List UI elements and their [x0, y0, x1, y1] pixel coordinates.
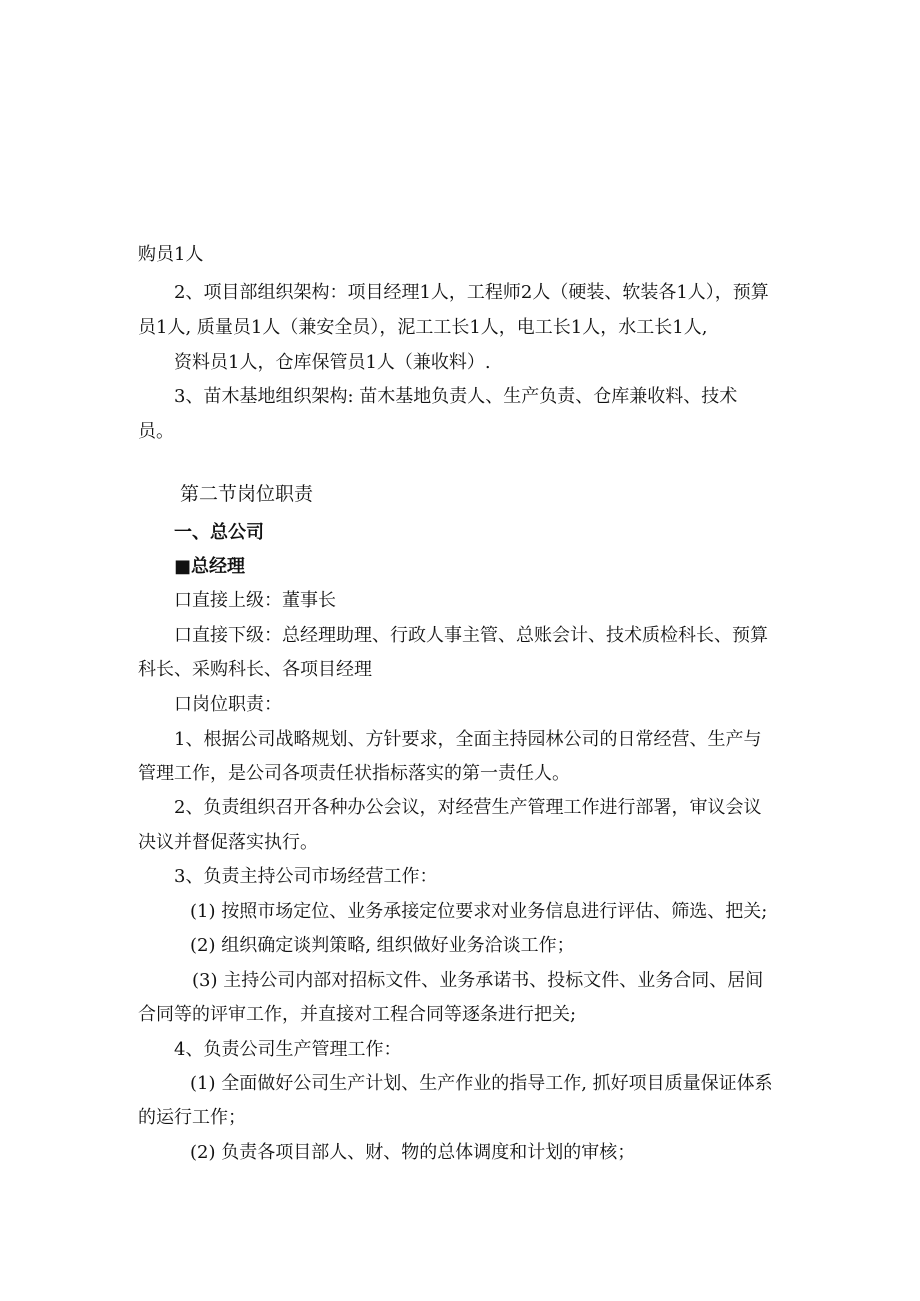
- role-heading: ■总经理: [174, 556, 246, 577]
- text-line: 科长、采购科长、各项目经理: [138, 659, 372, 680]
- text-line: 购员1人: [138, 244, 204, 265]
- text-line: 2、负责组织召开各种办公会议，对经营生产管理工作进行部署，审议会议: [174, 797, 762, 818]
- text-line: 管理工作，是公司各项责任状指标落实的第一责任人。: [138, 763, 570, 784]
- text-line: 2、项目部组织架构：项目经理1人，工程师2人（硬装、软装各1人），预算: [174, 282, 769, 303]
- text-line: 1、根据公司战略规划、方针要求，全面主持园林公司的日常经营、生产与: [174, 729, 762, 750]
- text-line: (3) 主持公司内部对招标文件、业务承诺书、投标文件、业务合同、居间: [192, 970, 764, 991]
- text-line: (1) 按照市场定位、业务承接定位要求对业务信息进行评估、筛选、把关;: [190, 901, 768, 922]
- text-line: (1) 全面做好公司生产计划、生产作业的指导工作, 抓好项目质量保证体系: [190, 1073, 773, 1094]
- text-line: (2) 负责各项目部人、财、物的总体调度和计划的审核；: [190, 1142, 636, 1163]
- text-line: 3、负责主持公司市场经营工作：: [174, 866, 438, 887]
- text-line: 合同等的评审工作，并直接对工程合同等逐条进行把关;: [138, 1004, 577, 1025]
- text-line: 4、负责公司生产管理工作：: [174, 1039, 402, 1060]
- text-line: 口岗位职责：: [174, 694, 282, 715]
- text-line: 3、苗木基地组织架构: 苗木基地负责人、生产负责、仓库兼收料、技术: [174, 386, 738, 407]
- text-line: 口直接下级：总经理助理、行政人事主管、总账会计、技术质检科长、预算: [174, 625, 768, 646]
- text-line: 资料员1人，仓库保管员1人（兼收料）.: [174, 352, 491, 373]
- section-heading: 第二节岗位职责: [180, 483, 314, 505]
- text-line: 员1人, 质量员1人（兼安全员），泥工工长1人，电工长1人，水工长1人,: [138, 317, 708, 338]
- text-line: (2) 组织确定谈判策略, 组织做好业务洽谈工作；: [190, 935, 575, 956]
- text-line: 口直接上级：董事长: [174, 590, 336, 611]
- text-line: 的运行工作；: [138, 1107, 246, 1128]
- subsection-heading: 一、总公司: [174, 522, 264, 543]
- text-line: 员。: [138, 421, 174, 442]
- text-line: 决议并督促落实执行。: [138, 832, 318, 853]
